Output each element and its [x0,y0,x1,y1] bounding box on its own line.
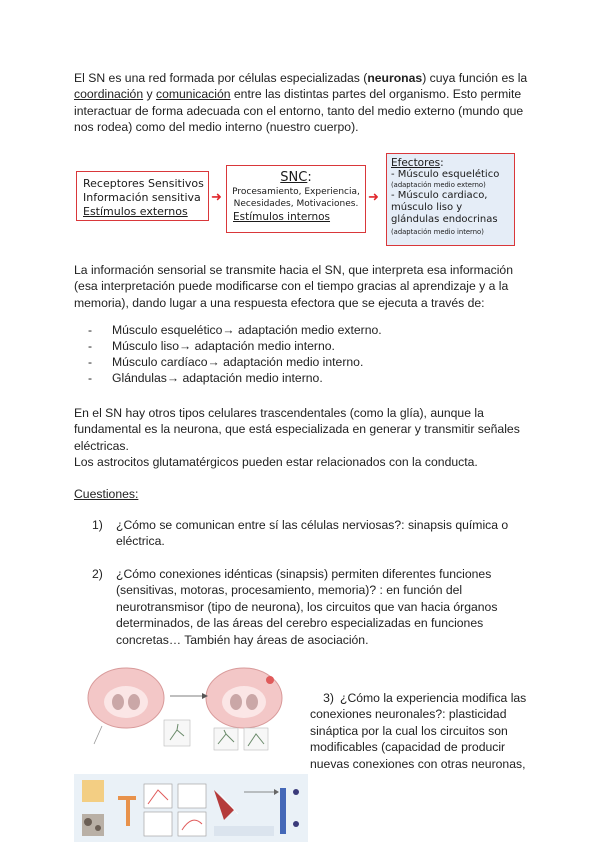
receptors-line-3: Estímulos externos [83,205,188,218]
synaptic-plasticity-figure [74,664,308,842]
question-number: 3) [323,691,334,705]
question-text: ¿Cómo se comunican entre sí las células nerviosas?: sinapsis química o eléctrica. [116,518,509,549]
arrow-right-icon: ➜ [211,189,222,204]
question-number: 1) [92,518,103,532]
receptors-box [76,171,209,221]
info-paragraph: La información sensorial se transmite hacia el SN, que interpreta esa información (esa interpretación puede modificarse con el tiempo gracias al aprendizaje y a la memoria), dando lugar a una respuesta efectora que se ejecuta a través de: [74,263,513,310]
glia-paragraph: En el SN hay otros tipos celulares trascendentales (como la glía), aunque la fundamental es la neurona, que está especializada en generar y transmitir señales eléctricas. [74,406,520,453]
list-item: - Glándulas→ adaptación medio interno. [74,370,382,386]
question-2 [92,566,522,648]
snc-line-1: Procesamiento, Experiencia, [232,187,360,197]
snc-line-2: Necesidades, Motivaciones. [233,199,359,209]
receptors-line-1: Receptores Sensitivos [83,177,204,190]
responses-list [74,322,382,386]
question-text: ¿Cómo la experiencia modifica las conexiones neuronales?: plasticidad sináptica por la cual los circuitos son modificables (capacidad de producir nuevas conexiones con otras neuronas, [310,691,527,771]
question-number: 2) [92,567,103,581]
intro-underlined-term-1: coordinación [74,87,144,102]
question-3 [310,690,532,772]
effectors-item-2: - Músculo cardiaco, músculo liso y glándulas endocrinas [391,190,498,225]
effectors-note-1: (adaptación medio externo) [391,181,486,189]
question-1 [92,517,522,550]
arrow-right-icon: ➜ [368,189,379,204]
intro-bold-term: neuronas [367,71,423,85]
list-item: - Músculo cardíaco→ adaptación medio interno. [74,354,382,370]
intro-paragraph: El SN es una red formada por células especializadas (neuronas) cuya función es la coordinación y comunicación entre las distintas partes del organismo. Esto permite interactuar de forma adecuada con el entorno, tanto del medio externo (mundo que nos rodea) como del medio interno (nuestro cuerpo). [74,71,528,135]
list-item: - Músculo esquelético→ adaptación medio externo. [74,322,382,338]
snc-line-3: Estímulos internos [233,211,331,223]
effectors-title: Efectores [391,157,441,169]
intro-underlined-term-2: comunicación [155,87,231,102]
effectors-box: Efectores: - Músculo esquelético (adaptación medio externo) - Músculo cardiaco, músculo liso y glándulas endocrinas (adaptación medio interno) [386,153,515,246]
astrocytes-paragraph: Los astrocitos glutamatérgicos pueden estar relacionados con la conducta. [74,455,478,469]
receptors-line-2: Información sensitiva [83,191,201,204]
snc-box: SNC: Procesamiento, Experiencia, Necesidades, Motivaciones. Estímulos internos [226,165,366,233]
brain-section-illustration [206,668,282,728]
questions-heading: Cuestiones: [74,487,139,501]
effectors-item-1: - Músculo esquelético [391,169,500,180]
effectors-note-2: (adaptación medio interno) [391,228,484,236]
list-item: - Músculo liso→ adaptación medio interno. [74,338,382,354]
question-text: ¿Cómo conexiones idénticas (sinapsis) permiten diferentes funciones (sensitivas, motoras, procesamiento, memoria)? : en función del neurotransmisor (tipo de neurona), los circuitos que van hacia órganos determinados, de las áreas del cerebro especializadas en funciones concretas… También hay áreas de asociación. [116,567,498,647]
snc-title: SNC [280,170,308,185]
